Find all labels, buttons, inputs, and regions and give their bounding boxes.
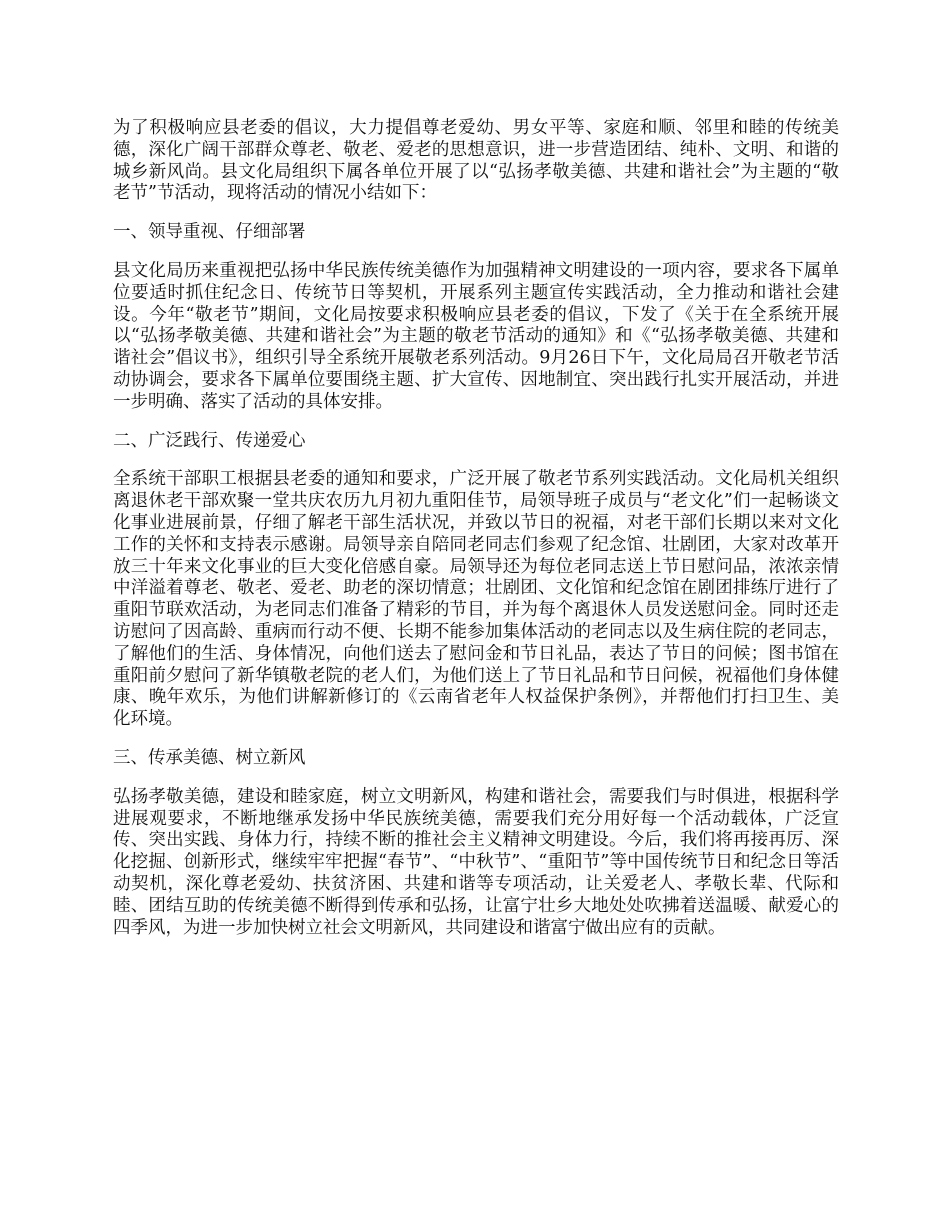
section-heading-1: 一、领导重视、仔细部署 [113,222,306,243]
section-body-3: 弘扬孝敬美德，建设和睦家庭，树立文明新风，构建和谐社会，需要我们与时俱进，根据科学进展观要求，不断地继承发扬中华民族统美德，需要我们充分用好每一个活动载体，广泛宣传、突出实践、身体力行，持续不断的推社会主义精神文明建设。今后，我们将再接再厉、深化挖掘、创新形式，继续牢牢把握“春节”、“中秋节”、“重阳节”等中国传统节日和纪念日等活动契机，深化尊老爱幼、扶贫济困、共建和谐等专项活动，让关爱老人、孝敬长辈、代际和睦、团结互助的传统美德不断得到传承和弘扬，让富宁壮乡大地处处吹拂着送温暖、献爱心的四季风，为进一步加快树立社会文明新风，共同建设和谐富宁做出应有的贡献。 [113,786,839,938]
intro-paragraph: 为了积极响应县老委的倡议，大力提倡尊老爱幼、男女平等、家庭和顺、邻里和睦的传统美德，深化广阔干部群众尊老、敬老、爱老的思想意识，进一步营造团结、纯朴、文明、和谐的城乡新风尚。县文化局组织下属各单位开展了以“弘扬孝敬美德、共建和谐社会”为主题的“敬老节”节活动，现将活动的情况小结如下： [113,118,839,204]
section-heading-2: 二、广泛践行、传递爱心 [113,430,306,451]
document-page [113,118,839,956]
section-body-2: 全系统干部职工根据县老委的通知和要求，广泛开展了敬老节系列实践活动。文化局机关组织离退休老干部欢聚一堂共庆农历九月初九重阳佳节，局领导班子成员与“老文化”们一起畅谈文化事业进展前景，仔细了解老干部生活状况，并致以节日的祝福，对老干部们长期以来对文化工作的关怀和支持表示感谢。局领导亲自陪同老同志们参观了纪念馆、壮剧团，大家对改革开放三十年来文化事业的巨大变化倍感自豪。局领导还为每位老同志送上节日慰问品，浓浓亲情中洋溢着尊老、敬老、爱老、助老的深切情意；壮剧团、文化馆和纪念馆在剧团排练厅进行了重阳节联欢活动，为老同志们准备了精彩的节目，并为每个离退休人员发送慰问金。同时还走访慰问了因高龄、重病而行动不便、长期不能参加集体活动的老同志以及生病住院的老同志，了解他们的生活、身体情况，向他们送去了慰问金和节日礼品，表达了节日的问候；图书馆在重阳前夕慰问了新华镇敬老院的老人们，为他们送上了节日礼品和节日问候，祝福他们身体健康、晚年欢乐，为他们讲解新修订的《云南省老年人权益保护条例》，并帮他们打扫卫生、美化环境。 [113,469,839,730]
section-heading-3: 三、传承美德、树立新风 [113,747,306,768]
section-body-1: 县文化局历来重视把弘扬中华民族传统美德作为加强精神文明建设的一项内容，要求各下属单位要适时抓住纪念日、传统节日等契机，开展系列主题宣传实践活动，全力推动和谐社会建设。今年“敬老节”期间，文化局按要求积极响应县老委的倡议，下发了《关于在全系统开展以“弘扬孝敬美德、共建和谐社会”为主题的敬老节活动的通知》和《“弘扬孝敬美德、共建和谐社会”倡议书》，组织引导全系统开展敬老系列活动。9月26日下午，文化局局召开敬老节活动协调会，要求各下属单位要围绕主题、扩大宣传、因地制宜、突出践行扎实开展活动，并进一步明确、落实了活动的具体安排。 [113,260,839,412]
